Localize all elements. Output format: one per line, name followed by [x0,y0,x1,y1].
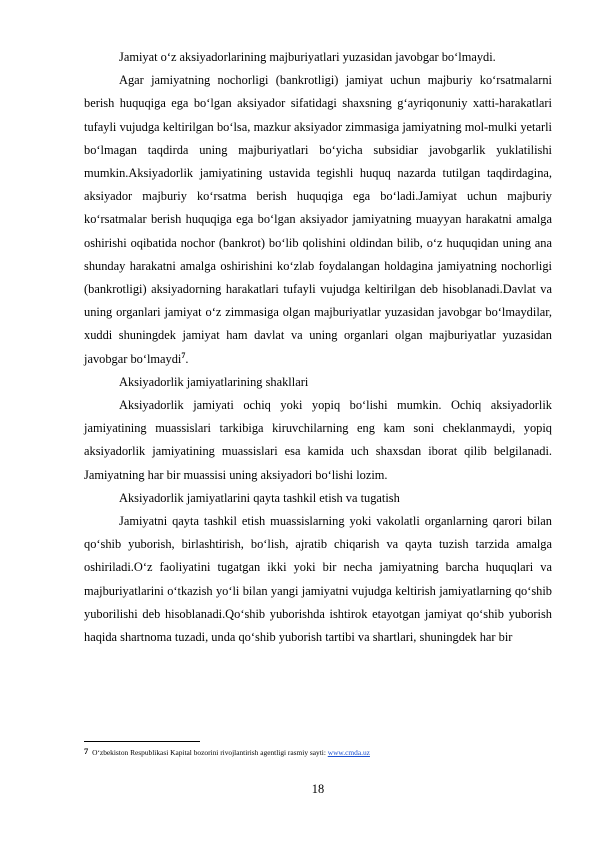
paragraph-2: Agar jamiyatning nochorligi (bankrotligi) jamiyat uchun majburiy ko‘rsatmalarni berish huquqiga ega bo‘lgan aksiyador sifatidagi shaxsning g‘ayriqonuniy xatti-harakatlari tufayli vujudga keltirilgan bo‘lsa, mazkur aksiyador zimmasiga jamiyatning mol-mulki yetarli bo‘lmagan taqdirda uning majburiyatlari bo‘yicha subsidiar javobgarlik yuklatilishi mumkin.Aksiyadorlik jamiyatining ustavida tegishli huquq nazarda tutilgan taqdirdagina, aksiyador majburiy ko‘rsatma berish huquqiga ega bo‘ladi.Jamiyat uchun majburiy ko‘rsatmalar berish huquqiga ega bo‘lgan aksiyador jamiyatning muayyan harakatni amalga oshirishi oqibatida nochor (bankrot) bo‘lib qolishini oldindan bilib, o‘z huquqidan uning ana shunday harakatni amalga oshirishini ko‘zlab foydalangan holdagina jamiyatning nochorligi (bankrotligi) aksiyadorning harakatlari tufayli vujudga keltirilgan deb hisoblanadi.Davlat va uning organlari jamiyat o‘z zimmasiga olgan majburiyatlar yuzasidan javobgar bo‘lmaydilar, xuddi shuningdek jamiyat ham davlat va uning organlari olgan majburiyatlar yuzasidan javobgar bo‘lmaydi$^7$. [84,73,552,366]
footnote [84,746,554,758]
body-text [84,46,552,649]
footnote-number: 7 [84,746,89,756]
section-heading-reorganization: Aksiyadorlik jamiyatlarini qayta tashkil etish va tugatish [119,490,400,505]
footnote-link[interactable]: www.cmda.uz [327,748,370,757]
paragraph-2-text: Agar jamiyatning nochorligi (bankrotligi) jamiyat uchun majburiy ko‘rsatmalarni berish huquqiga ega bo‘lgan aksiyador sifatidagi shaxsning g‘ayriqonuniy xatti-harakatlari tufayli vujudga keltirilgan bo‘lsa, mazkur aksiyador zimmasiga jamiyatning mol-mulki yetarli bo‘lmagan taqdirda uning majburiyatlari bo‘yicha subsidiar javobgarlik yuklatilishi mumkin.Aksiyadorlik jamiyatining ustavida tegishli huquq nazarda tutilgan taqdirdagina, aksiyador majburiy ko‘rsatma berish huquqiga ega bo‘ladi.Jamiyat uchun majburiy ko‘rsatmalar berish huquqiga ega bo‘lgan aksiyador jamiyatning muayyan harakatni amalga oshirishi oqibatida nochor (bankrot) bo‘lib qolishini oldindan bilib, o‘z huquqidan uning ana shunday harakatni amalga oshirishini ko‘zlab foydalangan holdagina jamiyatning nochorligi (bankrotligi) aksiyadorning harakatlari tufayli vujudga keltirilgan deb hisoblanadi.Davlat va uning organlari jamiyat o‘z zimmasiga olgan majburiyatlar yuzasidan javobgar bo‘lmaydilar, xuddi shuningdek jamiyat ham davlat va uning organlari olgan majburiyatlar yuzasidan javobgar bo‘lmaydi [84,73,552,366]
page-number: 18 [311,782,325,796]
footnote-divider [84,741,200,742]
footnote-text: O‘zbekiston Respublikasi Kapital bozorini rivojlantirish agentligi rasmiy sayti: [92,748,328,757]
paragraph-1: Jamiyat o‘z aksiyadorlarining majburiyatlari yuzasidan javobgar bo‘lmaydi. [119,50,496,64]
paragraph-6: Jamiyatni qayta tashkil etish muassislarning yoki vakolatli organlarning qarori bilan qo‘shib yuborish, birlashtirish, bo‘lish, ajratib chiqarish va qayta tuzish tarzida amalga oshiriladi.O‘z faoliyatini tugatgan ikki yoki bir necha jamiyatning barcha huquqlari va majburiyatlarini o‘tkazish yo‘li bilan yangi jamiyatni vujudga keltirish jamiyatlarning qo‘shib yuborilishi deb hisoblanadi.Qo‘shib yuborishda ishtirok etayotgan jamiyat qo‘shib yuborish haqida shartnoma tuzadi, unda qo‘shib yuborish tartibi va shartlari, shuningdek har bir [84,514,552,645]
footnote-reference[interactable]: 7 [181,350,186,360]
paragraph-4: Aksiyadorlik jamiyati ochiq yoki yopiq bo‘lishi mumkin. Ochiq aksiyadorlik jamiyatining muassislari tarkibiga kiruvchilarning eng kam soni cheklanmaydi, yopiq aksiyadorlik jamiyatining muassislari esa kamida uch shaxsdan iborat qilib belgilanadi. Jamiyatning har bir muassisi uning aksiyadori bo‘lishi lozim. [84,398,552,482]
section-heading-forms: Aksiyadorlik jamiyatlarining shakllari [119,374,309,389]
